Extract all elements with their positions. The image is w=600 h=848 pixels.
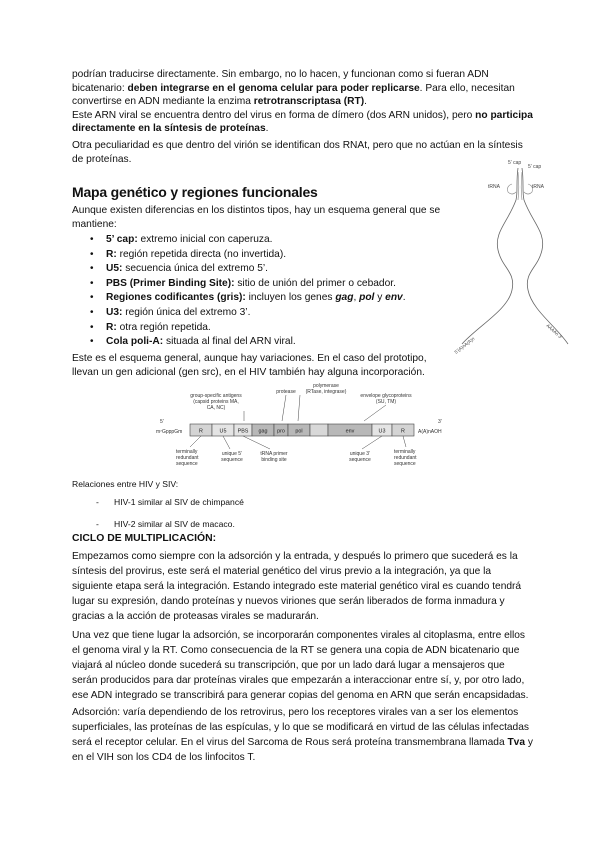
segment-label: U3 — [378, 428, 386, 435]
svg-text:polymerase: polymerase — [313, 383, 339, 389]
paragraph-line: Adsorción: varía dependiendo de los retrovirus, pero los receptores virales van a ser los elementos — [72, 707, 519, 718]
svg-text:terminally: terminally — [394, 449, 416, 455]
svg-text:sequence: sequence — [221, 457, 243, 463]
paragraph-line: serán producidos para dar proteínas virales que empezarán a interaccionar entre sí, y, por otro lado, — [72, 675, 525, 686]
poly-a-label: A(A)nAOH — [418, 429, 442, 435]
intro-line-6: Otra peculiaridad es que dentro del virión se identifican dos RNAt, pero que no actúan en la síntesis — [72, 140, 523, 151]
dimer-stem-right-inner — [521, 172, 522, 200]
svg-text:group-specific antigens: group-specific antigens — [190, 393, 242, 399]
map-after-line-1: Este es el esquema general, aunque hay variaciones. En el caso del prototipo, — [72, 353, 427, 364]
label-unique-3-sequence — [349, 451, 371, 463]
list-item: • 5’ cap: extremo inicial con caperuza. — [72, 233, 406, 248]
dimer-bottom-left-label: 5’(A)nA(A)n — [453, 336, 476, 355]
genome-regions-list — [72, 233, 406, 350]
list-item: • Regiones codificantes (gris): incluyen los genes gag, pol y env. — [72, 291, 406, 306]
intro-line-4: Este ARN viral se encuentra dentro del virus en forma de dímero (dos ARN unidos), pero no participa — [72, 109, 533, 121]
label-trna-primer-binding-site — [260, 451, 288, 463]
label-envelope-glycoproteins — [360, 393, 412, 405]
intro-line-2: bicatenario: deben integrarse en el genoma celular para poder replicarse. Para ello, necesitan — [72, 82, 515, 94]
map-intro-line-1: Aunque existen diferencias en los distintos tipos, hay un esquema general que se — [72, 205, 441, 216]
paragraph-line: superficiales, las proteínas de las espículas, y lo que se modificará en virtud de las células infectadas — [72, 722, 529, 733]
list-item: • Cola poli-A: situada al final del ARN viral. — [72, 335, 406, 350]
paragraph-line: viajará al núcleo donde sucederá su transcripción, que por un lado dará lugar a mensajeros que — [72, 660, 505, 671]
paragraph-line: el genoma viral y la RT. Como consecuencia de la RT se genera una copia de ADN bicatenario que — [72, 645, 520, 656]
segment-label: gag — [258, 428, 268, 435]
relations-list — [72, 491, 244, 535]
three-prime-label: 3’ — [438, 419, 442, 425]
paragraph-line: lugar su expresión, dando proteínas y nuevos viriones que serán liberados de forma inmadura y — [72, 596, 505, 607]
svg-text:sequence: sequence — [349, 457, 371, 463]
dimer-bottom-right-label: AAAAn 3’ — [545, 323, 564, 340]
relations-title: Relaciones entre HIV y SIV: — [72, 479, 179, 489]
cap-label: m⁷GpppGm — [156, 429, 183, 435]
svg-text:envelope glycoproteins: envelope glycoproteins — [360, 393, 412, 399]
paragraph-line: ese ADN integrado se transcribirá para generar copias del genoma en ARN que serán encapsidadas. — [72, 690, 529, 701]
rna-dimer-figure — [452, 148, 576, 360]
svg-text:sequence: sequence — [394, 461, 416, 467]
dimer-trna-left-label: tRNA — [488, 184, 500, 190]
segment-label: pro — [277, 428, 285, 435]
svg-text:CA, NC): CA, NC) — [206, 405, 226, 411]
label-polymerase — [306, 383, 347, 395]
svg-text:(RTase, integrase): (RTase, integrase) — [305, 389, 347, 395]
segment-label: env — [345, 428, 355, 435]
section-title-genetic-map: Mapa genético y regiones funcionales — [72, 184, 318, 200]
intro-line-3: convertirse en ADN mediante la enzima retrotranscriptasa (RT). — [72, 96, 368, 107]
segment-label: U5 — [219, 428, 227, 435]
map-intro-line-2: mantiene: — [72, 218, 117, 230]
dimer-top-right-label: 5’ cap — [528, 164, 542, 170]
list-item: • U3: región única del extremo 3’. — [72, 306, 406, 321]
intro-line-7: de proteínas. — [72, 153, 132, 165]
svg-text:tRNA primer: tRNA primer — [260, 451, 288, 457]
svg-text:(SU, TM): (SU, TM) — [375, 399, 397, 405]
svg-text:redundant: redundant — [394, 455, 417, 461]
dimer-stem-left-inner — [518, 172, 519, 200]
dimer-strand-right — [522, 168, 568, 344]
svg-text:sequence: sequence — [176, 461, 198, 467]
dimer-strand-left — [462, 168, 518, 344]
svg-text:unique 3’: unique 3’ — [349, 451, 371, 457]
paragraph-line: gracias a la acción de proteasas virales se madurarán. — [72, 611, 319, 622]
segment-label: R — [401, 428, 405, 435]
list-item: • U5: secuencia única del extremo 5’. — [72, 262, 406, 277]
paragraph-line: síntesis del provirus, este será el material genético del virus previo a la integración, ya que la — [72, 566, 492, 577]
segment-label: pol — [295, 428, 303, 435]
svg-text:terminally: terminally — [176, 449, 198, 455]
paragraph-line: Una vez que tiene lugar la adsorción, se incorporarán componentes virales al citoplasma, entre ellos — [72, 630, 526, 641]
retrovirus-genome-diagram — [150, 383, 450, 475]
svg-text:(capsid proteins MA,: (capsid proteins MA, — [193, 399, 239, 405]
dimer-top-left-label: 5’ cap — [508, 160, 522, 166]
list-item: • PBS (Primer Binding Site): sitio de unión del primer o cebador. — [72, 277, 406, 292]
segment-label: PBS — [237, 428, 249, 435]
svg-text:unique 5’: unique 5’ — [221, 451, 243, 457]
segment-spacer — [310, 424, 328, 436]
label-terminally-redundant-left — [176, 449, 199, 467]
trna-left-loop — [508, 184, 517, 194]
intro-line-5: directamente en la síntesis de proteínas. — [72, 123, 269, 134]
label-terminally-redundant-right — [394, 449, 417, 467]
segment-label: R — [199, 428, 203, 435]
paragraph-line: Empezamos como siempre con la adsorción y la entrada, y después lo primero que sucederá es la — [72, 551, 518, 562]
list-item: • R: región repetida directa (no invertida). — [72, 248, 406, 263]
dimer-trna-right-label: tRNA — [532, 184, 544, 190]
paragraph-line: siguiente etapa será la integración. Estando integrado este material genético viral es cuando tendrá — [72, 581, 522, 592]
label-group-specific-antigens — [190, 393, 242, 411]
section-title-cycle: CICLO DE MULTIPLICACIÓN: — [72, 533, 217, 544]
list-item: - HIV-2 similar al SIV de macaco. — [72, 513, 244, 535]
paragraph-line: será el receptor celular. En el virus del Sarcoma de Rous será proteína transmembrana llamada Tva y — [72, 737, 533, 748]
svg-text:binding site: binding site — [261, 457, 287, 463]
bottom-pointers — [190, 436, 406, 449]
list-item: - HIV-1 similar al SIV de chimpancé — [72, 491, 244, 513]
label-protease: protease — [276, 389, 296, 395]
five-prime-label: 5’ — [160, 419, 164, 425]
svg-text:redundant: redundant — [176, 455, 199, 461]
list-item: • R: otra región repetida. — [72, 321, 406, 336]
paragraph-line: en el VIH son los CD4 de los linfocitos T. — [72, 752, 256, 763]
label-unique-5-sequence — [221, 451, 243, 463]
intro-line-1: podrían traducirse directamente. Sin embargo, no lo hacen, y funcionan como si fueran ADN — [72, 69, 489, 80]
map-after-line-2: llevan un gen adicional (gen src), en el HIV también hay alguna incorporación. — [72, 366, 425, 378]
